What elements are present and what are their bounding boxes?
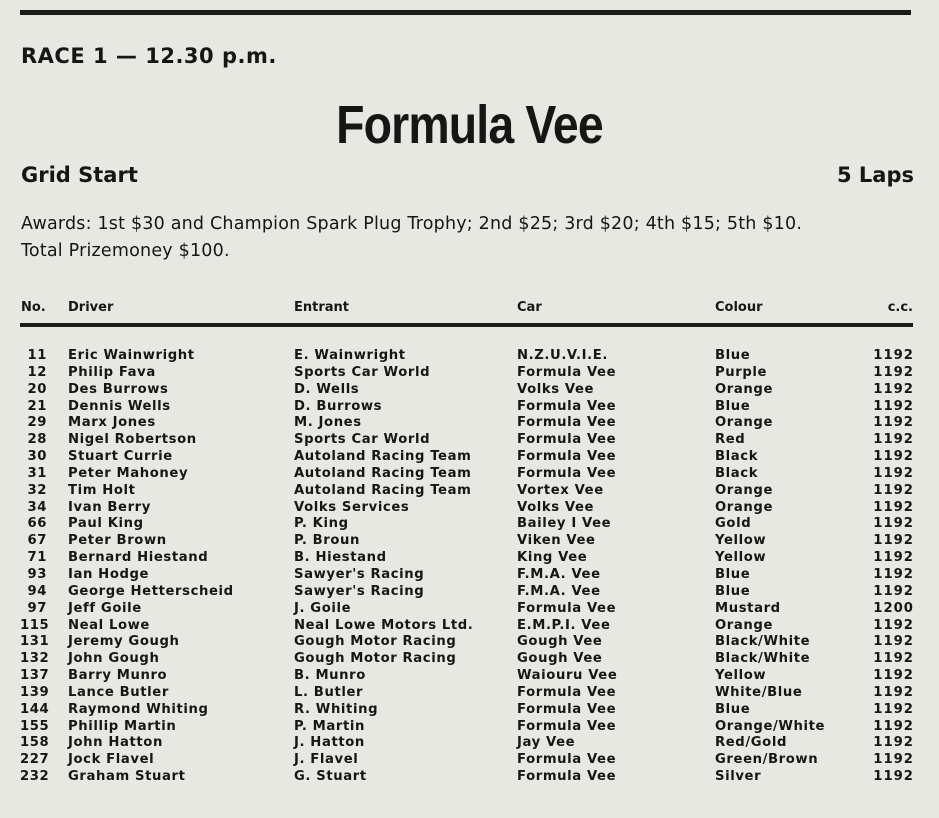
entry-entrant: D. Burrows (294, 398, 383, 414)
entry-cc: 1200 (873, 600, 914, 616)
entry-number: 132 (20, 651, 50, 667)
entry-entrant: L. Butler (294, 684, 364, 700)
entry-number: 115 (20, 617, 50, 633)
entry-colour: Orange (715, 482, 773, 498)
entry-colour: Black/White (715, 651, 811, 667)
entry-car: F.M.A. Vee (517, 566, 601, 582)
entry-car: Formula Vee (517, 449, 617, 465)
entry-driver: Phillip Martin (68, 718, 177, 734)
table-row (0, 768, 939, 785)
entry-colour: Gold (715, 516, 752, 532)
entry-driver: George Hetterscheid (68, 583, 234, 599)
entry-car: Formula Vee (517, 432, 617, 448)
table-row (0, 583, 939, 600)
entry-number: 158 (20, 735, 50, 751)
entry-cc: 1192 (873, 533, 914, 549)
table-row (0, 718, 939, 735)
top-rule (20, 10, 911, 15)
entry-driver: John Hatton (68, 735, 163, 751)
entry-entrant: R. Whiting (294, 701, 379, 717)
entry-colour: Orange (715, 381, 773, 397)
entry-number: 71 (27, 550, 47, 566)
entry-colour: Blue (715, 348, 751, 363)
table-row (0, 381, 939, 398)
table-row (0, 617, 939, 634)
entry-number: 227 (20, 752, 50, 768)
entry-car: King Vee (517, 550, 588, 566)
entry-colour: Black (715, 465, 759, 481)
entry-car: Formula Vee (517, 364, 617, 380)
entry-car: Formula Vee (517, 769, 617, 785)
entry-number: 66 (27, 516, 47, 532)
entry-cc: 1192 (873, 449, 914, 465)
entry-driver: Tim Holt (68, 482, 136, 498)
entry-colour: Orange (715, 415, 773, 431)
entry-car: Jay Vee (517, 735, 576, 751)
column-header-car: Car (517, 300, 542, 315)
entry-cc: 1192 (873, 701, 914, 717)
entry-cc: 1192 (873, 482, 914, 498)
entry-colour: Red (715, 432, 746, 448)
entry-colour: Red/Gold (715, 735, 787, 751)
entry-driver: Peter Brown (68, 533, 167, 549)
entry-car: E.M.P.I. Vee (517, 617, 611, 633)
entry-entrant: Sports Car World (294, 432, 431, 448)
entry-colour: Blue (715, 701, 751, 717)
entry-cc: 1192 (873, 718, 914, 734)
entry-entrant: P. Broun (294, 533, 361, 549)
entry-number: 32 (27, 482, 47, 498)
entry-cc: 1192 (873, 566, 914, 582)
column-header-colour: Colour (715, 300, 763, 315)
prizemoney-line: Total Prizemoney $100. (21, 241, 230, 261)
table-row (0, 482, 939, 499)
entry-colour: Green/Brown (715, 752, 819, 768)
entry-colour: Black/White (715, 634, 811, 650)
entry-colour: Blue (715, 398, 751, 414)
table-row (0, 566, 939, 583)
table-row (0, 667, 939, 684)
entry-car: Formula Vee (517, 398, 617, 414)
table-row (0, 515, 939, 532)
entry-number: 139 (20, 684, 50, 700)
entry-colour: Orange/White (715, 718, 826, 734)
entry-entrant: J. Goile (294, 600, 352, 616)
entry-driver: Ivan Berry (68, 499, 151, 515)
table-row (0, 549, 939, 566)
entry-number: 232 (20, 769, 50, 785)
awards-text (21, 211, 901, 265)
table-row (0, 633, 939, 650)
entry-car: Formula Vee (517, 718, 617, 734)
entry-colour: Mustard (715, 600, 781, 616)
entry-cc: 1192 (873, 583, 914, 599)
entry-cc: 1192 (873, 651, 914, 667)
table-row (0, 364, 939, 381)
entry-entrant: P. King (294, 516, 349, 532)
entry-driver: Philip Fava (68, 364, 156, 380)
entry-colour: White/Blue (715, 684, 803, 700)
entry-entrant: P. Martin (294, 718, 365, 734)
entry-cc: 1192 (873, 415, 914, 431)
entry-driver: Jeff Goile (68, 600, 142, 616)
entry-car: Formula Vee (517, 752, 617, 768)
entry-driver: Des Burrows (68, 381, 169, 397)
entry-entrant: G. Stuart (294, 769, 367, 785)
entry-car: Volks Vee (517, 499, 595, 515)
entry-entrant: B. Munro (294, 668, 366, 684)
entry-entrant: J. Hatton (294, 735, 365, 751)
entry-number: 155 (20, 718, 50, 734)
entry-driver: John Gough (68, 651, 160, 667)
entry-driver: Nigel Robertson (68, 432, 197, 448)
column-header-no: No. (21, 300, 46, 315)
entry-car: Vortex Vee (517, 482, 604, 498)
entry-entrant: E. Wainwright (294, 348, 406, 363)
entry-cc: 1192 (873, 668, 914, 684)
entry-car: F.M.A. Vee (517, 583, 601, 599)
entry-cc: 1192 (873, 398, 914, 414)
table-row (0, 600, 939, 617)
table-row (0, 347, 939, 364)
entry-driver: Jeremy Gough (68, 634, 180, 650)
entry-entrant: Sawyer's Racing (294, 583, 425, 599)
entry-cc: 1192 (873, 550, 914, 566)
table-row (0, 650, 939, 667)
entry-driver: Jock Flavel (68, 752, 155, 768)
entry-cc: 1192 (873, 617, 914, 633)
entry-number: 31 (27, 465, 47, 481)
table-row (0, 701, 939, 718)
entry-colour: Blue (715, 566, 751, 582)
entry-car: Gough Vee (517, 634, 603, 650)
entry-number: 97 (27, 600, 47, 616)
column-header-driver: Driver (68, 300, 114, 315)
entry-number: 67 (27, 533, 47, 549)
entry-cc: 1192 (873, 364, 914, 380)
entry-entrant: Neal Lowe Motors Ltd. (294, 617, 474, 633)
entry-colour: Blue (715, 583, 751, 599)
entry-number: 34 (27, 499, 47, 515)
entry-entrant: Sawyer's Racing (294, 566, 425, 582)
entry-cc: 1192 (873, 752, 914, 768)
entry-cc: 1192 (873, 516, 914, 532)
table-row (0, 448, 939, 465)
entry-number: 20 (27, 381, 47, 397)
entry-driver: Eric Wainwright (68, 348, 195, 363)
entry-driver: Bernard Hiestand (68, 550, 209, 566)
entry-car: Gough Vee (517, 651, 603, 667)
entry-colour: Yellow (715, 533, 767, 549)
header-rule (20, 323, 913, 327)
entry-car: Bailey I Vee (517, 516, 612, 532)
entry-entrant: D. Wells (294, 381, 360, 397)
entry-cc: 1192 (873, 432, 914, 448)
entry-car: Formula Vee (517, 600, 617, 616)
entry-number: 137 (20, 668, 50, 684)
entry-driver: Dennis Wells (68, 398, 171, 414)
entry-driver: Ian Hodge (68, 566, 150, 582)
entry-entrant: Volks Services (294, 499, 410, 515)
entry-driver: Peter Mahoney (68, 465, 189, 481)
entry-cc: 1192 (873, 684, 914, 700)
entry-cc: 1192 (873, 499, 914, 515)
entry-colour: Yellow (715, 668, 767, 684)
lap-count: 5 Laps (836, 163, 914, 187)
entry-number: 29 (27, 415, 47, 431)
table-row (0, 532, 939, 549)
entry-driver: Paul King (68, 516, 144, 532)
entry-entrant: Autoland Racing Team (294, 482, 472, 498)
entry-driver: Neal Lowe (68, 617, 150, 633)
entry-car: Formula Vee (517, 684, 617, 700)
table-row (0, 431, 939, 448)
start-type: Grid Start (21, 163, 138, 187)
entry-number: 93 (27, 566, 47, 582)
entry-number: 131 (20, 634, 50, 650)
entry-colour: Yellow (715, 550, 767, 566)
awards-line: Awards: 1st $30 and Champion Spark Plug Trophy; 2nd $25; 3rd $20; 4th $15; 5th $10. (21, 214, 803, 234)
entry-car: Formula Vee (517, 465, 617, 481)
entry-car: N.Z.U.V.I.E. (517, 348, 608, 363)
table-row (0, 734, 939, 751)
entry-number: 21 (27, 398, 47, 414)
entry-car: Formula Vee (517, 415, 617, 431)
entry-entrant: B. Hiestand (294, 550, 387, 566)
table-row (0, 465, 939, 482)
entry-driver: Raymond Whiting (68, 701, 209, 717)
entry-number: 12 (27, 364, 47, 380)
entry-cc: 1192 (873, 381, 914, 397)
table-row (0, 684, 939, 701)
entry-driver: Lance Butler (68, 684, 169, 700)
entry-colour: Orange (715, 499, 773, 515)
table-row (0, 414, 939, 431)
column-header-entrant: Entrant (294, 300, 350, 315)
entry-driver: Graham Stuart (68, 769, 186, 785)
entry-entrant: Autoland Racing Team (294, 465, 472, 481)
entry-driver: Barry Munro (68, 668, 168, 684)
entry-car: Viken Vee (517, 533, 596, 549)
entry-driver: Stuart Currie (68, 449, 173, 465)
entry-number: 30 (27, 449, 47, 465)
entry-cc: 1192 (873, 348, 914, 363)
table-row (0, 751, 939, 768)
entry-colour: Orange (715, 617, 773, 633)
entry-colour: Silver (715, 769, 762, 785)
entry-cc: 1192 (873, 634, 914, 650)
race-heading: RACE 1 — 12.30 p.m. (21, 44, 277, 68)
event-title: Formula Vee (336, 95, 603, 155)
entry-cc: 1192 (873, 735, 914, 751)
entry-number: 144 (20, 701, 50, 717)
entry-entrant: J. Flavel (294, 752, 359, 768)
entry-colour: Black (715, 449, 759, 465)
entry-colour: Purple (715, 364, 768, 380)
entry-number: 94 (27, 583, 47, 599)
column-header-cc: c.c. (887, 300, 913, 315)
table-row (0, 499, 939, 516)
entry-cc: 1192 (873, 769, 914, 785)
entry-number: 28 (27, 432, 47, 448)
entry-list (0, 347, 939, 785)
entry-driver: Marx Jones (68, 415, 156, 431)
entry-cc: 1192 (873, 465, 914, 481)
entry-car: Volks Vee (517, 381, 595, 397)
entry-number: 11 (27, 348, 47, 363)
table-row (0, 398, 939, 415)
entry-car: Waiouru Vee (517, 668, 618, 684)
entry-entrant: Autoland Racing Team (294, 449, 472, 465)
entry-car: Formula Vee (517, 701, 617, 717)
entry-entrant: Sports Car World (294, 364, 431, 380)
entry-entrant: Gough Motor Racing (294, 634, 457, 650)
entry-entrant: M. Jones (294, 415, 362, 431)
entry-entrant: Gough Motor Racing (294, 651, 457, 667)
